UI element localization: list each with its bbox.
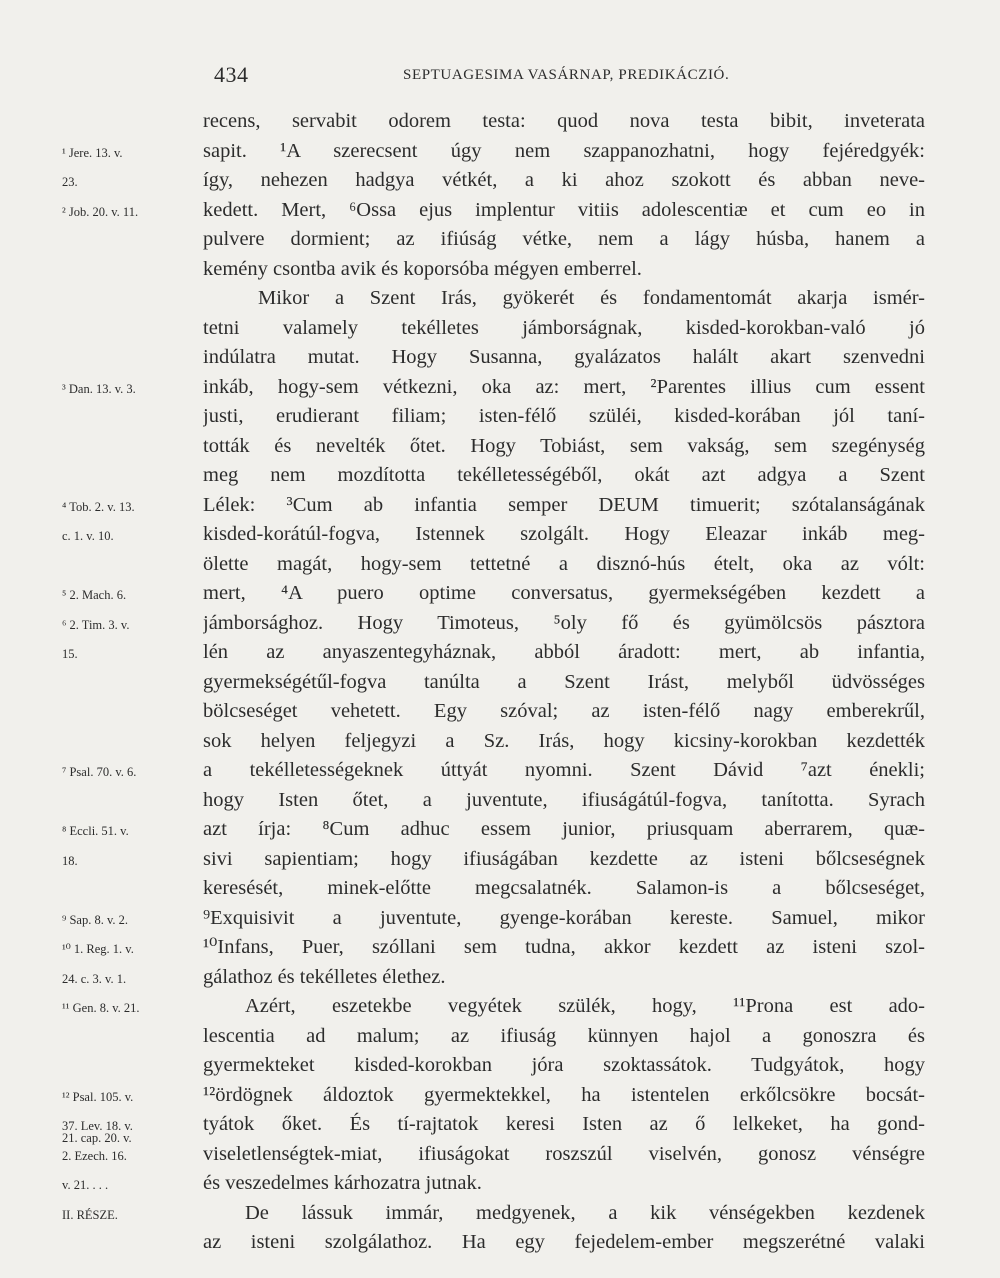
body-text: pulvere dormient; az ifiúság vétke, nem a lágy húsba, hanem a	[203, 228, 925, 250]
text-line	[0, 402, 1000, 432]
text-line	[0, 1110, 1000, 1145]
text-line	[0, 314, 1000, 344]
body-text: mert, ⁴A puero optime conversatus, gyermekségében kezdett a	[203, 582, 925, 604]
body-text: az isteni szolgálathoz. Ha egy fejedelem-ember megszerétné valaki	[203, 1231, 925, 1253]
page-body	[0, 107, 1000, 1258]
margin-note: ¹ Jere. 13. v.	[62, 145, 123, 160]
margin-note: 37. Lev. 18. v.	[62, 1119, 133, 1133]
margin-note: ¹¹ Gen. 8. v. 21.	[62, 1001, 140, 1015]
text-line	[0, 196, 1000, 226]
margin-note: 23.	[62, 175, 78, 189]
text-line	[0, 343, 1000, 373]
body-text: azt írja: ⁸Cum adhuc essem junior, priusquam aberrarem, quæ-	[203, 818, 925, 840]
body-text: kemény csontba avik és koporsóba mégyen emberrel.	[203, 257, 642, 280]
text-line	[0, 668, 1000, 698]
text-line	[0, 609, 1000, 639]
margin-note: v. 21. . . .	[62, 1178, 109, 1192]
page-number: 434	[214, 62, 249, 87]
body-text: sivi sapientiam; hogy ifiuságában kezdette az isteni bőlcseségnek	[203, 847, 925, 870]
text-line	[0, 697, 1000, 727]
text-line	[0, 1051, 1000, 1081]
body-text: sok helyen feljegyzi a Sz. Irás, hogy kicsiny-korokban kezdették	[203, 729, 925, 752]
text-line	[0, 638, 1000, 668]
text-line	[0, 255, 1000, 285]
text-line	[0, 992, 1000, 1022]
text-line	[0, 225, 1000, 255]
margin-note: ⁷ Psal. 70. v. 6.	[62, 765, 137, 779]
running-title: SEPTUAGESIMA VASÁRNAP, PREDIKÁCZIÓ.	[403, 67, 730, 83]
body-text: tyátok őket. És tí-rajtatok keresi Isten az ő lelkeket, ha gond-	[203, 1113, 925, 1135]
body-text: Lélek: ³Cum ab infantia semper DEUM timuerit; szótalanságának	[203, 493, 925, 516]
text-line	[0, 963, 1000, 993]
margin-note: 24. c. 3. v. 1.	[62, 971, 127, 986]
body-text: sapit. ¹A szerecsent úgy nem szappanozhatni, hogy fejéredgyék:	[203, 139, 925, 162]
text-line	[0, 107, 1000, 137]
margin-note: 21. cap. 20. v.	[62, 1131, 132, 1145]
body-text: recens, servabit odorem testa: quod nova testa bibit, inveterata	[203, 110, 925, 132]
body-text: gyermekségétűl-fogva tanúlta a Szent Irást, melyből üdvösséges	[203, 670, 925, 693]
text-line	[0, 1199, 1000, 1229]
text-line	[0, 1022, 1000, 1052]
margin-note: ⁸ Eccli. 51. v.	[62, 824, 129, 838]
text-line	[0, 520, 1000, 550]
body-text: De lássuk immár, medgyenek, a kik vénségekben kezdenek	[245, 1201, 925, 1224]
margin-note: 18.	[62, 853, 78, 868]
text-line	[0, 1081, 1000, 1111]
margin-note: ⁶ 2. Tim. 3. v.	[62, 617, 130, 632]
margin-note: II. RÉSZE.	[62, 1207, 118, 1222]
margin-note: 15.	[62, 647, 78, 661]
body-text: keresését, minek-előtte megcsalatnék. Salamon-is a bőlcseséget,	[203, 877, 925, 899]
margin-note: ¹⁰ 1. Reg. 1. v.	[62, 942, 134, 956]
body-text: ⁹Exquisivit a juventute, gyenge-korában kereste. Samuel, mikor	[203, 906, 925, 929]
text-line	[0, 1228, 1000, 1258]
body-text: meg nem mozdította tekélletességéből, okát azt adgya a Szent	[203, 464, 925, 486]
margin-note: ¹² Psal. 105. v.	[62, 1089, 134, 1104]
body-text: ¹²ördögnek áldoztok gyermektekkel, ha istentelen erkőlcsökre bocsát-	[203, 1083, 925, 1106]
body-text: justi, erudierant filiam; isten-félő szüléi, kisded-korában jól taní-	[203, 405, 925, 427]
text-line	[0, 786, 1000, 816]
page-header	[0, 62, 1000, 92]
body-text: viseletlenségtek-miat, ifiuságokat roszszúl viselvén, gonosz vénségre	[203, 1142, 925, 1165]
body-text: lescentia ad malum; az ifiuság künnyen hajol a gonoszra és	[203, 1024, 925, 1047]
text-line	[0, 491, 1000, 521]
text-line	[0, 1140, 1000, 1170]
text-line	[0, 432, 1000, 462]
body-text: jámborsághoz. Hogy Timoteus, ⁵oly fő és gyümölcsös pásztora	[203, 611, 925, 634]
margin-note: ² Job. 20. v. 11.	[62, 204, 139, 219]
body-text: ölette magát, hogy-sem tettetné a disznó-hús ételt, oka az vólt:	[203, 552, 925, 575]
text-line	[0, 550, 1000, 580]
text-line	[0, 137, 1000, 167]
body-text: és veszedelmes kárhozatra jutnak.	[203, 1172, 482, 1194]
margin-note: ⁹ Sap. 8. v. 2.	[62, 912, 129, 927]
margin-note: ³ Dan. 13. v. 3.	[62, 381, 136, 396]
body-text: gálathoz és tekélletes élethez.	[203, 965, 446, 988]
body-text: ¹⁰Infans, Puer, szóllani sem tudna, akkor kezdett az isteni szol-	[203, 936, 925, 958]
margin-note: 2. Ezech. 16.	[62, 1148, 127, 1163]
body-text: inkáb, hogy-sem vétkezni, oka az: mert, ²Parentes illius cum essent	[203, 375, 925, 398]
text-line	[0, 373, 1000, 403]
body-text: kedett. Mert, ⁶Ossa ejus implentur vitiis adolescentiæ et cum eo in	[203, 198, 925, 221]
body-text: lén az anyaszentegyháznak, abból áradott: mert, ab infantia,	[203, 641, 925, 663]
body-text: Mikor a Szent Irás, gyökerét és fondamentomát akarja ismér-	[258, 287, 925, 309]
text-line	[0, 727, 1000, 757]
margin-note: ⁵ 2. Mach. 6.	[62, 588, 127, 602]
margin-note: c. 1. v. 10.	[62, 529, 114, 543]
text-line	[0, 815, 1000, 845]
body-text: tetni valamely tekélletes jámborságnak, kisded-korokban-való jó	[203, 316, 925, 339]
body-text: Azért, eszetekbe vegyétek szülék, hogy, ¹¹Prona est ado-	[245, 995, 925, 1017]
text-line	[0, 284, 1000, 314]
text-line	[0, 461, 1000, 491]
body-text: bölcseséget vehetett. Egy szóval; az isten-félő nagy emberekrűl,	[203, 700, 925, 722]
body-text: kisded-korátúl-fogva, Istennek szolgált. Hogy Eleazar inkáb meg-	[203, 523, 925, 545]
body-text: a tekélletességeknek úttyát nyomni. Szent Dávid ⁷azt énekli;	[203, 759, 925, 781]
text-line	[0, 904, 1000, 934]
body-text: indúlatra mutat. Hogy Susanna, gyalázatos halált akart szenvedni	[203, 346, 925, 368]
body-text: így, nehezen hadgya vétkét, a ki ahoz szokott és abban neve-	[203, 169, 925, 191]
body-text: tották és nevelték őtet. Hogy Tobiást, sem vakság, sem szegénység	[203, 434, 925, 457]
body-text: gyermekteket kisded-korokban jóra szoktassátok. Tudgyátok, hogy	[203, 1054, 925, 1076]
text-line	[0, 1169, 1000, 1199]
text-line	[0, 874, 1000, 904]
text-line	[0, 166, 1000, 196]
text-line	[0, 845, 1000, 875]
margin-note: ⁴ Tob. 2. v. 13.	[62, 499, 135, 514]
text-line	[0, 579, 1000, 609]
text-line	[0, 933, 1000, 963]
body-text: hogy Isten őtet, a juventute, ifiuságátúl-fogva, tanította. Syrach	[203, 788, 925, 811]
text-line	[0, 756, 1000, 786]
